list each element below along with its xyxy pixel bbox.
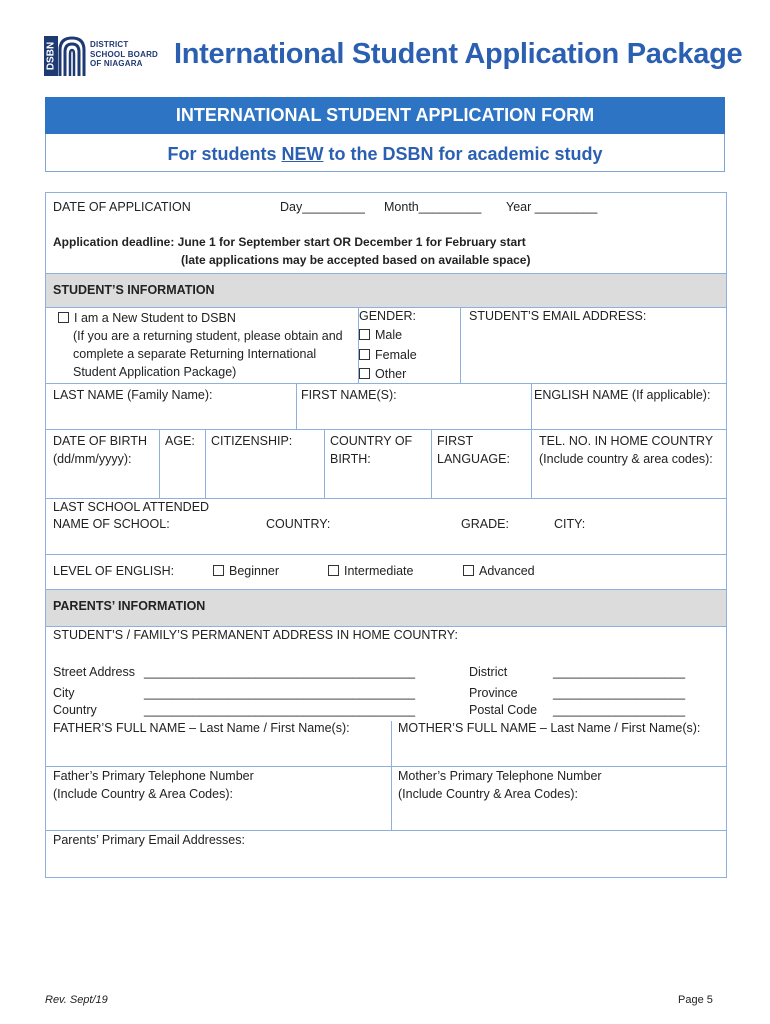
- checkbox-icon[interactable]: [359, 368, 370, 379]
- checkbox-icon[interactable]: [213, 565, 224, 576]
- deadline-text: Application deadline: June 1 for September start OR December 1 for February start: [53, 235, 526, 249]
- checkbox-icon[interactable]: [58, 312, 69, 323]
- age-label: AGE:: [165, 434, 195, 448]
- logo-wordmark: [90, 40, 158, 69]
- student-section-title: STUDENT’S INFORMATION: [53, 283, 215, 297]
- checkbox-icon[interactable]: [359, 349, 370, 360]
- street-field[interactable]: _______________________________________: [144, 665, 416, 679]
- father-name-label: FATHER’S FULL NAME – Last Name / First Name(s):: [53, 721, 350, 735]
- english-option-label: Beginner: [229, 564, 280, 578]
- date-of-application-label: DATE OF APPLICATION: [53, 200, 191, 214]
- district-field[interactable]: ___________________: [553, 665, 686, 679]
- english-option-label: Intermediate: [344, 564, 414, 578]
- year-field[interactable]: Year _________: [506, 200, 598, 214]
- logo-line: DISTRICT: [90, 40, 129, 49]
- home-address-label: STUDENT’S / FAMILY’S PERMANENT ADDRESS IN HOME COUNTRY:: [53, 628, 458, 642]
- school-city-label: CITY:: [554, 517, 586, 531]
- document-title: International Student Application Package: [174, 38, 743, 70]
- subtitle-emphasis: NEW: [281, 144, 324, 164]
- parents-section-title: PARENTS’ INFORMATION: [53, 599, 206, 613]
- deadline-note: (late applications may be accepted based on available space): [181, 253, 531, 267]
- last-name-label: LAST NAME (Family Name):: [53, 388, 213, 402]
- page-number: Page 5: [678, 994, 713, 1006]
- father-tel-note: (Include Country & Area Codes):: [53, 787, 233, 801]
- first-language-label-2: LANGUAGE:: [437, 452, 510, 466]
- dsbn-logo: [44, 36, 86, 76]
- form-title: INTERNATIONAL STUDENT APPLICATION FORM: [45, 97, 725, 134]
- english-level-label: LEVEL OF ENGLISH:: [53, 564, 175, 578]
- country-of-birth-label-2: BIRTH:: [330, 452, 371, 466]
- postal-code-field[interactable]: ___________________: [553, 703, 686, 717]
- district-label: District: [469, 665, 508, 679]
- gender-option-male[interactable]: [359, 326, 402, 344]
- logo-line: OF NIAGARA: [90, 59, 143, 68]
- province-label: Province: [469, 686, 518, 700]
- home-tel-label: TEL. NO. IN HOME COUNTRY: [539, 434, 714, 448]
- grade-label: GRADE:: [461, 517, 509, 531]
- logo-abbr: DSBN: [45, 41, 57, 71]
- city-label: City: [53, 686, 75, 700]
- gender-label: GENDER:: [359, 309, 416, 323]
- school-country-label: COUNTRY:: [266, 517, 331, 531]
- city-field[interactable]: _______________________________________: [144, 686, 416, 700]
- application-form: [45, 192, 727, 878]
- english-option-label: Advanced: [479, 564, 535, 578]
- checkbox-icon[interactable]: [328, 565, 339, 576]
- day-field[interactable]: Day_________: [280, 200, 365, 214]
- mother-tel-note: (Include Country & Area Codes):: [398, 787, 578, 801]
- english-option-intermediate[interactable]: [328, 562, 413, 580]
- home-tel-note: (Include country & area codes):: [539, 452, 713, 466]
- country-of-birth-label: COUNTRY OF: [330, 434, 413, 448]
- school-name-label: NAME OF SCHOOL:: [53, 517, 170, 531]
- subtitle-pre: For students: [167, 144, 282, 164]
- student-email-label: STUDENT’S EMAIL ADDRESS:: [469, 309, 647, 323]
- first-name-label: FIRST NAME(S):: [301, 388, 397, 402]
- parents-email-label: Parents’ Primary Email Addresses:: [53, 833, 245, 847]
- last-school-label: LAST SCHOOL ATTENDED: [53, 500, 210, 514]
- returning-note-1: (If you are a returning student, please obtain and: [73, 329, 343, 343]
- gender-option-label: Other: [375, 367, 407, 381]
- country-label: Country: [53, 703, 97, 717]
- dob-label: DATE OF BIRTH: [53, 434, 147, 448]
- country-field[interactable]: _______________________________________: [144, 703, 416, 717]
- month-field[interactable]: Month_________: [384, 200, 482, 214]
- gender-option-label: Female: [375, 348, 417, 362]
- returning-note-3: Student Application Package): [73, 365, 237, 379]
- father-tel-label: Father’s Primary Telephone Number: [53, 769, 254, 783]
- mother-tel-label: Mother’s Primary Telephone Number: [398, 769, 602, 783]
- english-option-advanced[interactable]: [463, 562, 535, 580]
- checkbox-icon[interactable]: [359, 329, 370, 340]
- mother-name-label: MOTHER’S FULL NAME – Last Name / First Name(s):: [398, 721, 701, 735]
- new-student-label: I am a New Student to DSBN: [74, 311, 236, 325]
- returning-note-2: complete a separate Returning International: [73, 347, 317, 361]
- revision-note: Rev. Sept/19: [45, 994, 108, 1006]
- english-name-label: ENGLISH NAME (If applicable):: [534, 388, 711, 402]
- gender-option-label: Male: [375, 328, 403, 342]
- form-subtitle: [45, 134, 725, 172]
- gender-option-other[interactable]: [359, 365, 406, 383]
- english-option-beginner[interactable]: [213, 562, 279, 580]
- province-field[interactable]: ___________________: [553, 686, 686, 700]
- checkbox-icon[interactable]: [463, 565, 474, 576]
- gender-option-female[interactable]: [359, 346, 417, 364]
- dob-format: (dd/mm/yyyy):: [53, 452, 132, 466]
- first-language-label: FIRST: [437, 434, 474, 448]
- street-label: Street Address: [53, 665, 135, 679]
- subtitle-post: to the DSBN for academic study: [323, 144, 603, 164]
- logo-line: SCHOOL BOARD: [90, 49, 159, 59]
- postal-code-label: Postal Code: [469, 703, 538, 717]
- citizenship-label: CITIZENSHIP:: [211, 434, 293, 448]
- new-student-checkbox[interactable]: [58, 309, 236, 327]
